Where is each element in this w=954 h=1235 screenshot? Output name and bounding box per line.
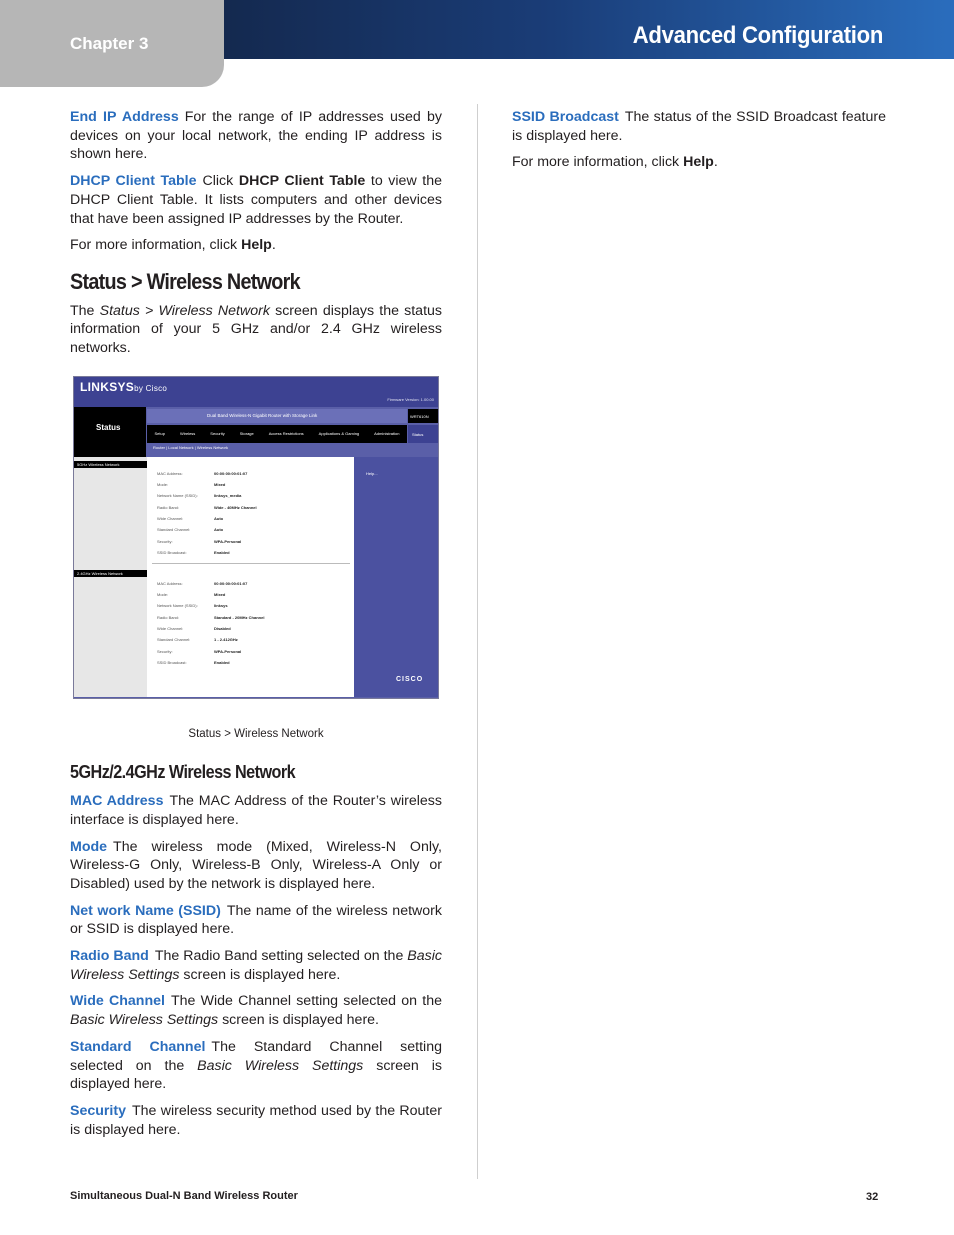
radio-term: Radio Band — [70, 948, 149, 965]
cisco-logo: CISCO — [396, 675, 424, 683]
status-row — [157, 612, 264, 623]
security-term: Security — [70, 1102, 126, 1119]
status-row-label: Security: — [157, 538, 173, 544]
screenshot-tab: Security — [210, 430, 225, 436]
status-row-value: Standard - 20MHz Channel — [214, 614, 265, 620]
intro-b: screen displays the status information of your 5 GHz and/or 2.4 GHz wireless networks. — [70, 302, 442, 357]
mode-paragraph — [70, 838, 442, 894]
screenshot-tab: Setup — [154, 430, 165, 436]
status-row — [157, 502, 257, 513]
status-row-label: SSID Broadcast: — [157, 549, 187, 555]
status-row-value: Disabled — [214, 625, 231, 631]
radio-paragraph — [70, 947, 442, 984]
status-row-label: Wide Channel: — [157, 625, 184, 631]
end-ip-term: End IP Address — [70, 109, 179, 125]
footer-product: Simultaneous Dual-N Band Wireless Router — [70, 1190, 298, 1202]
security-text: The wireless security method used by the Router is displayed here. — [70, 1102, 442, 1138]
section-5ghz: 5GHz Wireless Network — [74, 461, 147, 468]
section-title: Advanced Configuration — [632, 22, 883, 49]
radio-italic: Basic Wireless Settings — [70, 948, 442, 983]
right-more-info-end: . — [713, 154, 718, 171]
chapter-label: Chapter 3 — [70, 34, 149, 53]
dhcp-paragraph — [70, 172, 442, 228]
chapter-tab — [0, 0, 224, 87]
screenshot-separator — [152, 563, 350, 564]
status-row — [157, 547, 257, 558]
status-row — [157, 524, 257, 535]
status-row-label: Mode: — [157, 592, 169, 598]
status-row-label: Standard Channel: — [157, 527, 191, 533]
status-row-value: 00:00:00:00:01:07 — [214, 470, 248, 476]
status-row-label: Mode: — [157, 482, 169, 488]
status-row-value: 00:00:00:00:01:07 — [214, 580, 248, 586]
screenshot-topbar — [74, 377, 438, 407]
status-panel — [74, 407, 146, 457]
section-24ghz: 2.4GHz Wireless Network — [74, 570, 147, 577]
security-paragraph — [70, 1102, 442, 1139]
standard-paragraph — [70, 1038, 442, 1094]
wide-a: The Wide Channel setting selected on the — [170, 993, 442, 1010]
standard-term: Standard Channel — [70, 1038, 206, 1055]
logo-text: LINKSYS — [80, 379, 135, 394]
status-row — [157, 623, 264, 634]
status-row-label: Network Name (SSID): — [157, 603, 198, 609]
subheading: 5GHz/2.4GHz Wireless Network — [70, 762, 296, 783]
status-row-value: linksys — [214, 603, 228, 609]
status-row-value: Wide - 40MHz Channel — [214, 504, 257, 510]
right-help-link: Help — [683, 154, 714, 171]
status-row — [157, 479, 257, 490]
status-row — [157, 646, 264, 657]
standard-b: screen is displayed here. — [70, 1057, 442, 1093]
ssid-broadcast-paragraph — [512, 108, 886, 145]
status-row-label: MAC Address: — [157, 580, 183, 586]
status-row-value: 1 - 2.412GHz — [214, 637, 238, 643]
status-row-value: Enabled — [214, 549, 230, 555]
status-row-value: Auto — [214, 515, 224, 521]
ssid-term: Net work Name (SSID) — [70, 902, 221, 919]
dhcp-bold: DHCP Client Table — [238, 173, 366, 190]
linksys-logo — [80, 379, 168, 394]
status-row-label: Wide Channel: — [157, 515, 184, 521]
wide-b: screen is displayed here. — [222, 1012, 379, 1029]
screenshot-tab: Access Restrictions — [268, 430, 304, 436]
rows-24ghz — [157, 578, 264, 668]
mode-term: Mode — [70, 838, 108, 855]
status-row-label: Radio Band: — [157, 614, 180, 620]
screenshot-tab: Wireless — [179, 430, 196, 436]
status-row — [157, 578, 264, 589]
section-heading: Status > Wireless Network — [70, 268, 300, 294]
column-divider — [477, 104, 478, 1179]
wide-paragraph — [70, 992, 442, 1029]
screenshot-tab: Applications & Gaming — [318, 430, 360, 436]
screenshot-subtabs: Router | Local Network | Wireless Network — [147, 443, 438, 453]
page-number: 32 — [866, 1191, 879, 1203]
tab-status: Status — [408, 425, 438, 443]
ssid-paragraph — [70, 902, 442, 939]
screenshot-tabs — [147, 425, 407, 443]
status-row-label: Standard Channel: — [157, 637, 191, 643]
dhcp-text-b: to view the DHCP Client Table. It lists computers and other devices that have been assigned IP addresses by the Router. — [70, 173, 442, 227]
end-ip-text: For the range of IP addresses used by devices on your local network, the ending IP address is shown here. — [70, 109, 442, 163]
right-column — [512, 108, 886, 180]
radio-b: screen is displayed here. — [183, 966, 341, 983]
status-row-value: WPA-Personal — [214, 538, 242, 544]
router-screenshot — [73, 376, 439, 699]
status-panel-title: Status — [96, 422, 121, 432]
status-row — [157, 490, 257, 501]
wide-italic: Basic Wireless Settings — [70, 1012, 219, 1029]
more-info-paragraph — [70, 236, 442, 255]
wide-term: Wide Channel — [70, 993, 165, 1010]
status-row — [157, 536, 257, 547]
standard-a: The Standard Channel setting selected on the — [70, 1038, 442, 1074]
radio-a: The Radio Band setting selected on the — [154, 948, 404, 965]
screenshot-tab: Storage — [239, 430, 254, 436]
help-panel — [354, 457, 438, 697]
status-row-value: Mixed — [214, 592, 226, 598]
intro-italic: Status > Wireless Network — [99, 302, 270, 319]
screenshot-left-column — [74, 457, 147, 697]
status-row — [157, 634, 264, 645]
model-id: WRT610N — [408, 409, 438, 423]
intro-paragraph — [70, 302, 442, 358]
status-row-value: linksys_media — [214, 493, 242, 499]
status-row-value: WPA-Personal — [214, 648, 242, 654]
model-name: Dual Band Wireless-N Gigabit Router with Storage Link — [147, 409, 407, 423]
mac-term: MAC Address — [70, 793, 164, 810]
mac-text: The MAC Address of the Router’s wireless interface is displayed here. — [70, 793, 442, 828]
end-ip-paragraph — [70, 108, 442, 164]
ssid-broadcast-text: The status of the SSID Broadcast feature is displayed here. — [512, 109, 886, 144]
dhcp-term: DHCP Client Table — [70, 173, 197, 190]
screenshot-tab: Administration — [374, 430, 400, 436]
mac-paragraph — [70, 792, 442, 829]
more-info-end: . — [271, 237, 276, 254]
status-row-value: Mixed — [214, 482, 226, 488]
status-row — [157, 600, 264, 611]
standard-italic: Basic Wireless Settings — [197, 1057, 364, 1074]
status-row-value: Enabled — [214, 659, 230, 665]
ssid-text: The name of the wireless network or SSID is displayed here. — [70, 902, 442, 938]
status-row-label: Network Name (SSID): — [157, 493, 198, 499]
status-row-value: Auto — [214, 527, 224, 533]
status-row — [157, 513, 257, 524]
help-link: Help — [241, 237, 272, 254]
right-more-info-text: For more information, click — [512, 154, 680, 171]
status-row-label: Security: — [157, 648, 173, 654]
logo-suffix: by Cisco — [134, 383, 168, 393]
header-bar — [224, 0, 954, 59]
help-text: Help... — [366, 470, 378, 476]
ssid-broadcast-term: SSID Broadcast — [512, 109, 619, 125]
intro-a: The — [70, 302, 95, 319]
right-more-info-paragraph — [512, 153, 886, 172]
status-row — [157, 589, 264, 600]
firmware-version: Firmware Version: 1.00.00 — [387, 396, 434, 402]
status-row — [157, 468, 257, 479]
status-row — [157, 657, 264, 668]
figure-caption: Status > Wireless Network — [188, 727, 324, 740]
status-row-label: Radio Band: — [157, 504, 180, 510]
left-column — [70, 108, 442, 1147]
rows-5ghz — [157, 468, 257, 558]
status-row-label: MAC Address: — [157, 470, 183, 476]
more-info-text: For more information, click — [70, 237, 238, 254]
mode-text: The wireless mode (Mixed, Wireless-N Only, Wireless-G Only, Wireless-B Only, Wireless-A Only or Disabled) used by the network is displayed here. — [70, 838, 442, 892]
status-row-label: SSID Broadcast: — [157, 659, 187, 665]
dhcp-text-a: Click — [202, 173, 234, 190]
